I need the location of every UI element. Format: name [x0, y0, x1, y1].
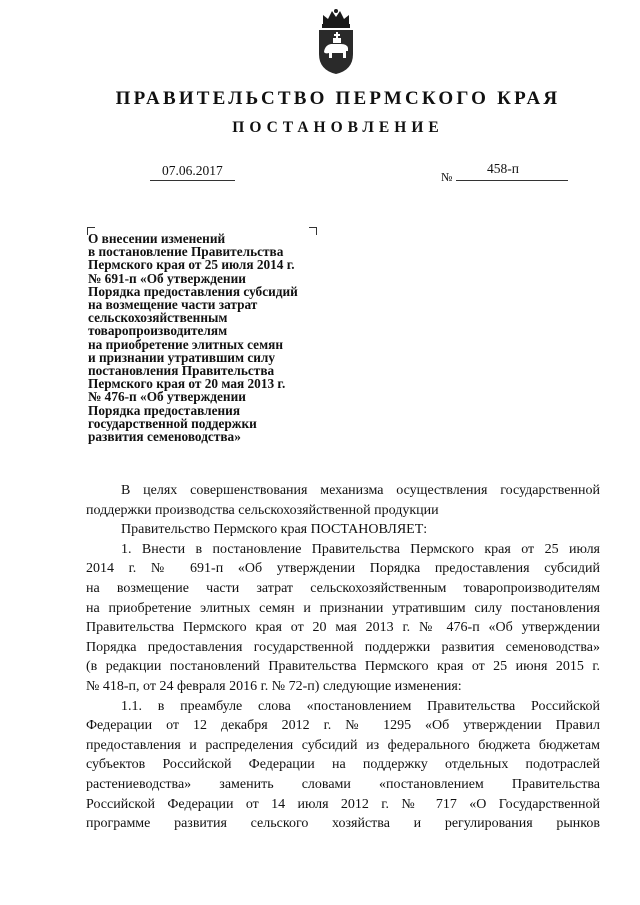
body-line: (в редакции постановлений Правительства Пермского края от 25 июня 2015 г. — [86, 659, 600, 675]
body-line: субъектов Российской Федерации на поддержку отдельных подотраслей — [86, 757, 600, 773]
subject-line: и признании утратившим силу — [88, 349, 276, 365]
body-line: Российской Федерации от 14 июля 2012 г. № 717 «О Государственной — [86, 796, 600, 812]
subject-line: № 476-п «Об утверждении — [88, 389, 246, 405]
body-line: Порядка предоставления государственной поддержки развития семеноводства» — [86, 639, 600, 655]
subject-line: Пермского края от 20 мая 2013 г. — [88, 376, 286, 392]
document-body — [86, 481, 600, 834]
subject-line: государственной поддержки — [88, 415, 257, 431]
body-line: программе развития сельского хозяйства и регулирования рынков — [86, 816, 600, 832]
body-line: 1.1. в преамбуле слова «постановлением Правительства Российской — [121, 698, 600, 714]
document-subject — [88, 232, 338, 443]
government-title: ПРАВИТЕЛЬСТВО ПЕРМСКОГО КРАЯ — [115, 88, 561, 109]
subject-line: постановления Правительства — [88, 363, 275, 379]
subject-line: Пермского края от 25 июля 2014 г. — [88, 257, 295, 273]
subject-line: на возмещение части затрат — [88, 297, 258, 313]
subject-line: О внесении изменений — [88, 231, 226, 246]
body-line: № 418-п, от 24 февраля 2016 г. № 72-п) следующие изменения: — [86, 678, 462, 694]
document-date: 07.06.2017 — [162, 163, 223, 178]
body-line: на возмещение части затрат сельскохозяйственным товаропроизводителям — [86, 580, 600, 596]
subject-line: в постановление Правительства — [88, 244, 284, 260]
date-underline — [150, 180, 235, 181]
body-line: 1. Внести в постановление Правительства Пермского края от 25 июля — [121, 541, 600, 557]
body-line: поддержки производства сельскохозяйственной продукции — [86, 502, 439, 518]
number-underline — [456, 180, 568, 181]
body-line: на приобретение элитных семян и признании утратившим силу постановления — [86, 600, 600, 616]
subject-line: Порядка предоставления — [88, 402, 241, 418]
number-sign: № — [441, 170, 453, 184]
subject-line: развития семеноводства» — [88, 429, 241, 445]
document-type: ПОСТАНОВЛЕНИЕ — [232, 119, 444, 136]
document-number: 458-п — [487, 161, 519, 176]
subject-line: № 691-п «Об утверждении — [88, 270, 246, 286]
subject-line: Порядка предоставления субсидий — [88, 283, 298, 299]
subject-line: на приобретение элитных семян — [88, 336, 283, 352]
body-line: предоставления и распределения субсидий из федерального бюджета бюджетам — [86, 737, 600, 753]
body-line: Правительства Пермского края от 20 мая 2013 г. № 476-п «Об утверждении — [86, 620, 600, 636]
subject-line: товаропроизводителям — [88, 323, 228, 339]
body-line: Правительство Пермского края ПОСТАНОВЛЯЕТ: — [121, 522, 428, 538]
perm-krai-coat-of-arms-icon — [314, 8, 358, 76]
body-line: 2014 г. № 691-п «Об утверждении Порядка предоставления субсидий — [86, 561, 600, 577]
body-line: растениеводства» заменить словами «постановлением Правительства — [86, 776, 600, 792]
body-line: Федерации от 12 декабря 2012 г. № 1295 «Об утверждении Правил — [86, 718, 600, 734]
subject-line: сельскохозяйственным — [88, 310, 228, 326]
body-line: В целях совершенствования механизма осуществления государственной — [121, 483, 600, 498]
